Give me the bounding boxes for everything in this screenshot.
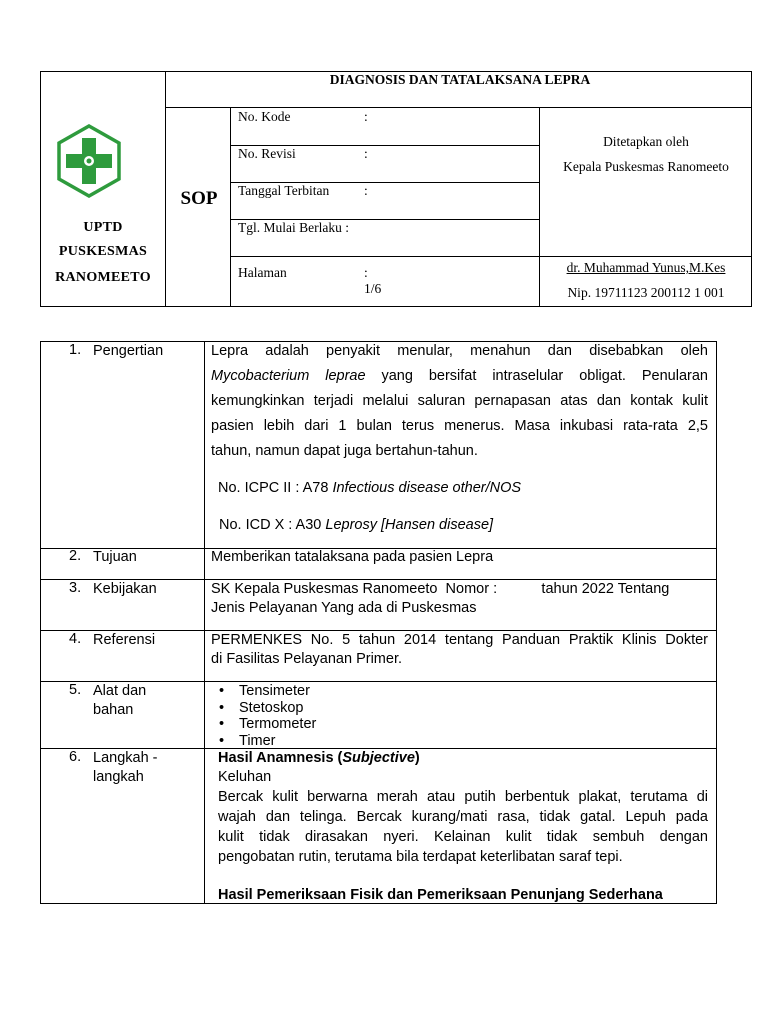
field-tgl-mulai-berlaku (238, 220, 349, 236)
icpc-prefix: No. ICPC II : A78 (218, 480, 333, 496)
row-label-alat-line1: Alat dan (93, 683, 147, 699)
pemeriksaan-heading: Hasil Pemeriksaan Fisik dan Pemeriksaan Penunjang Sederhana (218, 887, 663, 903)
pengertian-line5: tahun, namun dapat juga bertahun-tahun. (211, 443, 478, 459)
kebijakan-line2: Jenis Pelayanan Yang ada di Puskesmas (211, 600, 477, 616)
heading-prefix: Hasil Anamnesis ( (218, 750, 343, 766)
pengertian-line2 (211, 367, 708, 386)
icpc-code (218, 479, 715, 498)
row-number: 2. (69, 548, 82, 564)
row-label-alat-line2: bahan (93, 702, 134, 718)
divider (230, 256, 751, 257)
kebijakan-line1: SK Kepala Puskesmas Ranomeeto Nomor : tahun 2022 Tentang (211, 581, 670, 597)
org-name-line1: UPTD (83, 220, 123, 235)
icd-desc: Leprosy [Hansen disease] (325, 517, 494, 533)
field-label: Tanggal Terbitan (238, 183, 330, 198)
bercak-line4: pengobatan rutin, terutama bila terdapat keterlibatan saraf tepi. (218, 849, 623, 865)
heading-italic: Subjective (342, 750, 415, 766)
bercak-line3: kulit tidak dirasakan nyeri. Kelainan kulit tidak sembuh dengan (218, 829, 708, 845)
column-divider (204, 342, 205, 903)
puskesmas-logo-icon (55, 124, 123, 198)
pengertian-line2-rest: yang bersifat intraselular obligat. Penularan (365, 368, 708, 384)
field-label: Tgl. Mulai Berlaku : (238, 220, 349, 235)
field-label: No. Kode (238, 109, 291, 124)
list-item: • Timer (217, 733, 316, 750)
row-number: 1. (69, 342, 82, 358)
icd-code (219, 516, 716, 535)
field-colon: : 1/6 (364, 265, 382, 296)
bercak-line2: wajah dan telinga. Bercak kurang/mati rasa, tidak gatal. Lepuh pada (218, 809, 708, 825)
sop-header-table (40, 71, 752, 307)
row-number: 4. (69, 631, 82, 647)
row-label-tujuan: Tujuan (93, 549, 137, 565)
field-label: Halaman (238, 265, 287, 280)
pengertian-line3: kemungkinkan terjadi melalui saluran pernapasan atas dan kontak kulit (211, 393, 708, 409)
puskesmas-logo (55, 124, 123, 198)
kepala-puskesmas: Kepala Puskesmas Ranomeeto (563, 159, 729, 174)
divider (165, 107, 751, 108)
referensi-line1: PERMENKES No. 5 tahun 2014 tentang Panduan Praktik Klinis Dokter (211, 632, 708, 648)
document-title: DIAGNOSIS DAN TATALAKSANA LEPRA (329, 72, 591, 87)
pengertian-line4: pasien lebih dari 1 bulan terus menerus. Masa inkubasi rata-rata 2,5 (211, 418, 708, 434)
row-number: 5. (69, 682, 82, 698)
sop-label: SOP (180, 188, 218, 209)
ditetapkan-oleh: Ditetapkan oleh (603, 134, 689, 149)
bercak-line1: Bercak kulit berwarna merah atau putih berbentuk plakat, terutama di (218, 789, 708, 805)
field-colon: : (364, 183, 368, 198)
field-label: No. Revisi (238, 146, 296, 161)
row-label-pengertian: Pengertian (93, 343, 164, 359)
field-tanggal-terbitan (238, 183, 368, 199)
bacterium-name: Mycobacterium leprae (211, 368, 366, 384)
tujuan-text: Memberikan tatalaksana pada pasien Lepra (211, 549, 494, 565)
keluhan-label: Keluhan (218, 769, 272, 785)
row-number: 3. (69, 580, 82, 596)
anamnesis-heading (218, 749, 715, 768)
sop-content-table (40, 341, 717, 904)
signer-nip: Nip. 19711123 200112 1 001 (567, 285, 725, 300)
signer-name: dr. Muhammad Yunus,M.Kes (566, 260, 726, 275)
row-label-kebijakan: Kebijakan (93, 581, 157, 597)
icd-prefix: No. ICD X : A30 (219, 517, 326, 533)
alat-list (217, 683, 316, 749)
row-label-langkah-line2: langkah (93, 769, 144, 785)
field-no-kode (238, 109, 368, 125)
list-item: • Stetoskop (217, 700, 316, 717)
referensi-line2: di Fasilitas Pelayanan Primer. (211, 651, 402, 667)
divider (539, 107, 540, 306)
list-item: • Termometer (217, 716, 316, 733)
icpc-desc: Infectious disease other/NOS (332, 480, 522, 496)
heading-suffix: ) (414, 750, 420, 766)
list-item: • Tensimeter (217, 683, 316, 700)
org-name-line3: RANOMEETO (55, 270, 151, 285)
row-label-referensi: Referensi (93, 632, 156, 648)
field-no-revisi (238, 146, 368, 162)
row-number: 6. (69, 749, 82, 765)
pengertian-line1: Lepra adalah penyakit menular, menahun dan disebabkan oleh (211, 343, 708, 359)
field-halaman (238, 265, 382, 296)
row-label-langkah-line1: Langkah - (93, 750, 158, 766)
field-colon: : (364, 146, 368, 161)
field-colon: : (364, 109, 368, 124)
org-name-line2: PUSKESMAS (58, 244, 148, 259)
